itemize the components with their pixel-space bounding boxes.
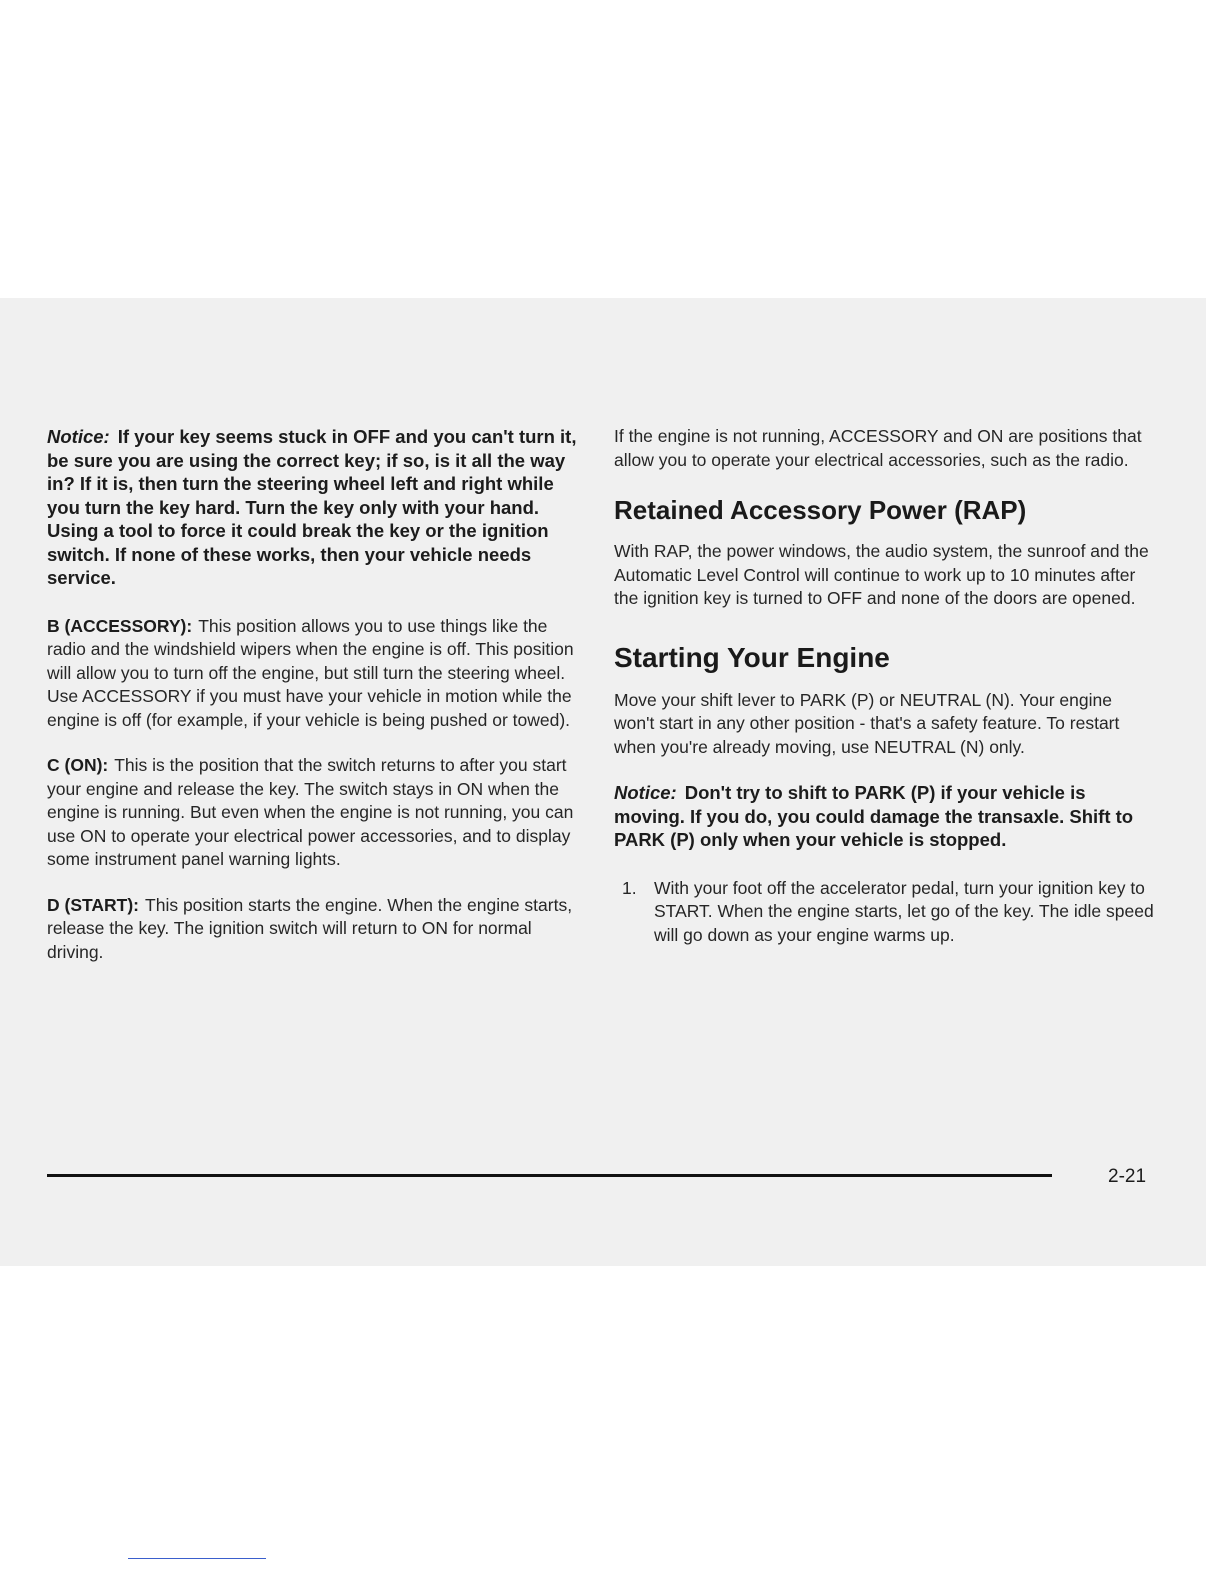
starting-steps-list <box>614 877 1154 948</box>
link-underline <box>128 1558 266 1559</box>
on-text: This is the position that the switch returns to after you start your engine and release the key. The switch stays in ON when the engine is running. But even when the engine is not running, you can use ON to operate your electrical power accessories, and to display some instrument panel warning lights. <box>47 755 574 869</box>
start-term: D (START): <box>47 894 140 915</box>
intro-paragraph: If the engine is not running, ACCESSORY and ON are positions that allow you to operate your electrical accessories, such as the radio. <box>614 426 1142 470</box>
on-paragraph <box>47 754 577 872</box>
start-paragraph <box>47 894 577 965</box>
rap-heading: Retained Accessory Power (RAP) <box>614 495 1027 525</box>
starting-engine-heading: Starting Your Engine <box>614 641 890 673</box>
list-item <box>614 877 1154 948</box>
shift-park-notice <box>614 781 1154 852</box>
accessory-term: B (ACCESSORY): <box>47 615 193 636</box>
accessory-paragraph <box>47 615 577 733</box>
right-column <box>614 425 1154 947</box>
notice-text: Don't try to shift to PARK (P) if your vehicle is moving. If you do, you could damage the transaxle. Shift to PARK (P) only when your vehicle is stopped. <box>614 782 1134 850</box>
footer-rule <box>47 1174 1052 1177</box>
accessory-text: This position allows you to use things like the radio and the windshield wipers when the engine is off. This position will allow you to turn off the engine, but still turn the steering wheel. Use ACCESSORY if you must have your vehicle in motion while the engine is off (for example, if your vehicle is being pushed or towed). <box>47 615 574 730</box>
notice-label: Notice: <box>614 782 677 803</box>
notice-label: Notice: <box>47 426 110 447</box>
starting-paragraph: Move your shift lever to PARK (P) or NEUTRAL (N). Your engine won't start in any other position - that's a safety feature. To restart when you're already moving, use NEUTRAL (N) only. <box>614 689 1120 757</box>
start-text: This position starts the engine. When the engine starts, release the key. The ignition switch will return to ON for normal driving. <box>47 894 573 962</box>
key-stuck-notice <box>47 425 577 590</box>
left-column <box>47 425 577 986</box>
on-term: C (ON): <box>47 755 109 775</box>
rap-paragraph: With RAP, the power windows, the audio system, the sunroof and the Automatic Level Control will continue to work up to 10 minutes after the ignition key is turned to OFF and none of the doors are opened. <box>614 541 1149 608</box>
step-text: With your foot off the accelerator pedal, turn your ignition key to START. When the engine starts, let go of the key. The idle speed will go down as your engine warms up. <box>654 877 1154 945</box>
page-number: 2-21 <box>1108 1166 1147 1187</box>
notice-text: If your key seems stuck in OFF and you can't turn it, be sure you are using the correct key; if so, is it all the way in? If it is, then turn the steering wheel left and right while you turn the key hard. Turn the key only with your hand. Using a tool to force it could break the key or the ignition switch. If none of these works, then your vehicle needs service. <box>47 426 577 588</box>
step-number: 1. <box>622 877 637 898</box>
